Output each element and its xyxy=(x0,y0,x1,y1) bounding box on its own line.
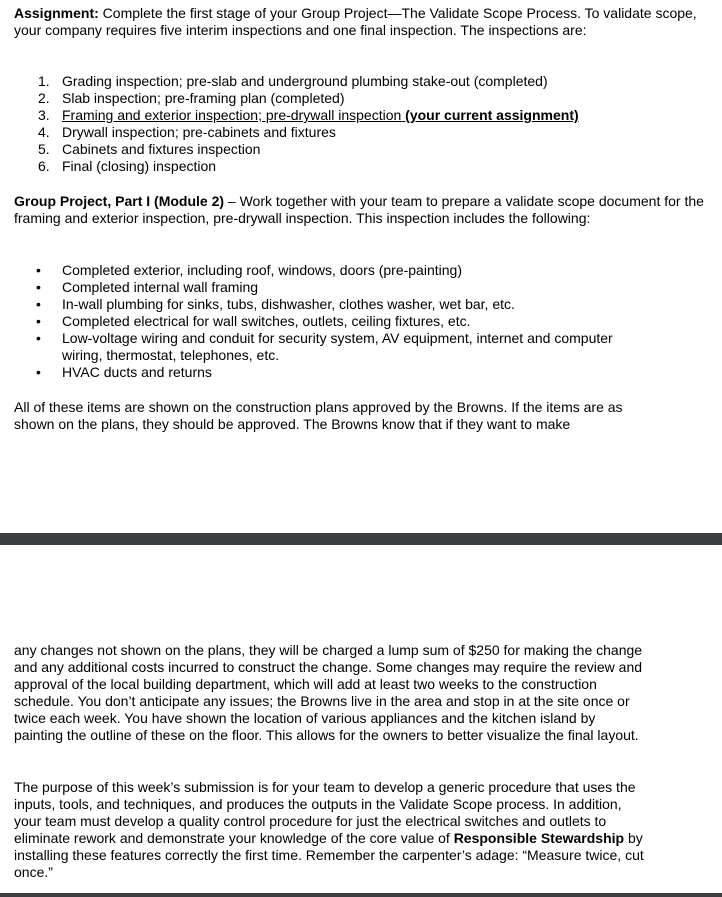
page-separator xyxy=(0,533,722,545)
page-bottom-rule xyxy=(0,893,722,897)
purpose-paragraph: The purpose of this week’s submission is for your team to develop a generic procedure that uses the inputs, tools, and techniques, and produces the outputs in the Validate Scope process. In addition, your team must develop a quality control procedure for just the electrical switches and outlets to eliminate rework and demonstrate your knowledge of the core value of Responsible Stewardship by installing these features correctly the first time. Remember the carpenter’s adage: “Measure twice, cut once.” xyxy=(14,779,644,880)
list-item: • HVAC ducts and returns xyxy=(36,364,212,380)
list-item: 2. Slab inspection; pre-framing plan (completed) xyxy=(38,90,345,106)
list-item: • Completed exterior, including roof, windows, doors (pre-painting) xyxy=(36,262,462,278)
list-item: • Low-voltage wiring and conduit for security system, AV equipment, internet and computer wiring, thermostat, telephones, etc. xyxy=(36,330,613,363)
assignment-label: Assignment: xyxy=(14,5,99,21)
list-item-current: 3. Framing and exterior inspection; pre-drywall inspection (your current assignment) xyxy=(38,107,579,123)
bullet-icon: • xyxy=(36,364,41,380)
current-assignment-emphasis: (your current assignment) xyxy=(405,107,579,123)
bullet-icon: • xyxy=(36,279,41,295)
inspections-list xyxy=(14,73,654,175)
document-page-2 xyxy=(0,545,722,893)
changes-paragraph: any changes not shown on the plans, they will be charged a lump sum of $250 for making the change and any additional costs incurred to construct the change. Some changes may require the review and approval of the local building department, which will add at least two weeks to the construction schedule. You don’t anticipate any issues; the Browns live in the area and stop in at the site once or twice each week. You have shown the location of various appliances and the kitchen island by painting the outline of these on the floor. This allows for the owners to better visualize the final layout. xyxy=(14,642,643,743)
list-item: • In-wall plumbing for sinks, tubs, dishwasher, clothes washer, wet bar, etc. xyxy=(36,296,515,312)
list-item: 5. Cabinets and fixtures inspection xyxy=(38,141,261,157)
assignment-text: Complete the first stage of your Group Project—The Validate Scope Process. To validate scope, your company requires five interim inspections and one final inspection. The inspections are: xyxy=(14,5,697,38)
bullet-icon: • xyxy=(36,262,41,278)
list-item: 4. Drywall inspection; pre-cabinets and fixtures xyxy=(38,124,336,140)
list-item: 1. Grading inspection; pre-slab and underground plumbing stake-out (completed) xyxy=(38,73,548,89)
list-item: • Completed internal wall framing xyxy=(36,279,259,295)
bullet-icon: • xyxy=(36,313,41,329)
responsible-stewardship: Responsible Stewardship xyxy=(453,830,625,846)
list-item: 6. Final (closing) inspection xyxy=(38,158,217,174)
bullet-icon: • xyxy=(36,296,41,312)
bullet-icon: • xyxy=(36,330,41,346)
group-project-paragraph xyxy=(14,193,714,227)
assignment-paragraph xyxy=(14,5,714,39)
inspection-items-list xyxy=(14,262,654,381)
group-project-label: Group Project, Part I (Module 2) xyxy=(14,193,225,209)
list-item: • Completed electrical for wall switches, outlets, ceiling fixtures, etc. xyxy=(36,313,471,329)
plans-paragraph: All of these items are shown on the construction plans approved by the Browns. If the items are as shown on the plans, they should be approved. The Browns know that if they want to make xyxy=(14,399,623,432)
group-project-text: – Work together with your team to prepare a validate scope document for the framing and exterior inspection, pre-drywall inspection. This inspection includes the following: xyxy=(14,193,704,226)
